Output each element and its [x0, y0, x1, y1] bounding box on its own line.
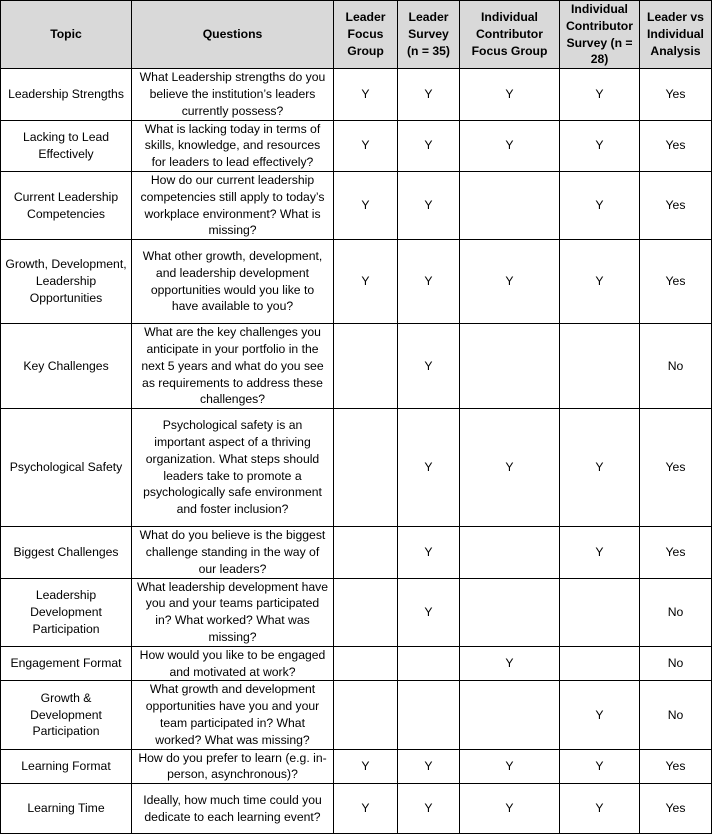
leader-focus-group-cell: Y	[334, 69, 398, 120]
analysis-cell: No	[640, 578, 712, 646]
ic-survey-cell	[560, 324, 640, 409]
ic-survey-cell: Y	[560, 409, 640, 527]
table-row	[1, 646, 712, 681]
ic-focus-group-cell	[460, 324, 560, 409]
ic-focus-group-cell	[460, 681, 560, 749]
leader-focus-group-cell	[334, 578, 398, 646]
table-row	[1, 749, 712, 784]
analysis-cell: Yes	[640, 171, 712, 239]
ic-focus-group-cell	[460, 578, 560, 646]
ic-survey-cell: Y	[560, 69, 640, 120]
ic-survey-cell: Y	[560, 120, 640, 171]
table-row	[1, 120, 712, 171]
table-row	[1, 578, 712, 646]
ic-focus-group-cell: Y	[460, 69, 560, 120]
analysis-cell: No	[640, 324, 712, 409]
leader-focus-group-cell	[334, 324, 398, 409]
question-cell: Psychological safety is an important aspect of a thriving organization. What steps should leaders take to promote a psychologically safe environment and foster inclusion?	[132, 409, 334, 527]
ic-focus-group-cell: Y	[460, 409, 560, 527]
analysis-cell: Yes	[640, 749, 712, 784]
question-cell: What other growth, development, and leadership development opportunities would you like to have available to you?	[132, 240, 334, 324]
question-cell: What do you believe is the biggest challenge standing in the way of our leaders?	[132, 527, 334, 578]
leader-survey-cell: Y	[398, 120, 460, 171]
topic-cell: Engagement Format	[1, 646, 132, 681]
header-leader-focus-group: Leader Focus Group	[334, 1, 398, 69]
question-cell: What growth and development opportunities have you and your team participated in? What worked? What was missing?	[132, 681, 334, 749]
topic-cell: Leadership Strengths	[1, 69, 132, 120]
topic-cell: Biggest Challenges	[1, 527, 132, 578]
leader-focus-group-cell: Y	[334, 784, 398, 834]
table-row	[1, 527, 712, 578]
leader-focus-group-cell: Y	[334, 120, 398, 171]
question-cell: What are the key challenges you anticipate in your portfolio in the next 5 years and what do you see as requirements to address these challenges?	[132, 324, 334, 409]
ic-survey-cell: Y	[560, 527, 640, 578]
header-ic-focus-group: Individual Contributor Focus Group	[460, 1, 560, 69]
analysis-cell: No	[640, 681, 712, 749]
leader-survey-cell: Y	[398, 784, 460, 834]
header-ic-survey: Individual Contributor Survey (n = 28)	[560, 1, 640, 69]
question-cell: What is lacking today in terms of skills, knowledge, and resources for leaders to lead effectively?	[132, 120, 334, 171]
ic-focus-group-cell	[460, 527, 560, 578]
ic-focus-group-cell: Y	[460, 646, 560, 681]
topic-cell: Leadership Development Participation	[1, 578, 132, 646]
table-row	[1, 681, 712, 749]
topic-cell: Learning Time	[1, 784, 132, 834]
analysis-cell: Yes	[640, 240, 712, 324]
question-cell: What leadership development have you and your teams participated in? What worked? What was missing?	[132, 578, 334, 646]
header-questions: Questions	[132, 1, 334, 69]
question-cell: Ideally, how much time could you dedicate to each learning event?	[132, 784, 334, 834]
leader-survey-cell: Y	[398, 749, 460, 784]
leader-survey-cell: Y	[398, 69, 460, 120]
topic-cell: Lacking to Lead Effectively	[1, 120, 132, 171]
leader-focus-group-cell	[334, 681, 398, 749]
ic-focus-group-cell: Y	[460, 240, 560, 324]
leader-focus-group-cell	[334, 527, 398, 578]
table-row	[1, 69, 712, 120]
leader-survey-cell: Y	[398, 171, 460, 239]
ic-survey-cell	[560, 578, 640, 646]
leader-survey-cell: Y	[398, 409, 460, 527]
ic-focus-group-cell: Y	[460, 120, 560, 171]
ic-focus-group-cell	[460, 171, 560, 239]
ic-focus-group-cell: Y	[460, 749, 560, 784]
topic-cell: Growth & Development Participation	[1, 681, 132, 749]
topic-cell: Psychological Safety	[1, 409, 132, 527]
leader-focus-group-cell: Y	[334, 240, 398, 324]
table-row	[1, 324, 712, 409]
topic-cell: Current Leadership Competencies	[1, 171, 132, 239]
leader-survey-cell: Y	[398, 527, 460, 578]
question-cell: How do our current leadership competencies still apply to today’s workplace environment? What is missing?	[132, 171, 334, 239]
analysis-cell: Yes	[640, 120, 712, 171]
header-topic: Topic	[1, 1, 132, 69]
header-analysis: Leader vs Individual Analysis	[640, 1, 712, 69]
topic-cell: Growth, Development, Leadership Opportunities	[1, 240, 132, 324]
table-row	[1, 409, 712, 527]
topic-cell: Learning Format	[1, 749, 132, 784]
analysis-cell: Yes	[640, 409, 712, 527]
ic-survey-cell: Y	[560, 681, 640, 749]
ic-survey-cell: Y	[560, 784, 640, 834]
question-cell: How would you like to be engaged and motivated at work?	[132, 646, 334, 681]
ic-focus-group-cell: Y	[460, 784, 560, 834]
leader-focus-group-cell: Y	[334, 171, 398, 239]
ic-survey-cell: Y	[560, 171, 640, 239]
table-row	[1, 240, 712, 324]
analysis-cell: Yes	[640, 527, 712, 578]
leader-focus-group-cell	[334, 646, 398, 681]
leader-survey-cell: Y	[398, 240, 460, 324]
table-row	[1, 171, 712, 239]
question-cell: What Leadership strengths do you believe the institution’s leaders currently possess?	[132, 69, 334, 120]
leader-survey-cell: Y	[398, 324, 460, 409]
leader-survey-cell	[398, 646, 460, 681]
analysis-cell: No	[640, 646, 712, 681]
leader-survey-cell: Y	[398, 578, 460, 646]
analysis-cell: Yes	[640, 69, 712, 120]
analysis-cell: Yes	[640, 784, 712, 834]
ic-survey-cell: Y	[560, 749, 640, 784]
header-leader-survey: Leader Survey (n = 35)	[398, 1, 460, 69]
leader-survey-cell	[398, 681, 460, 749]
ic-survey-cell: Y	[560, 240, 640, 324]
leader-focus-group-cell: Y	[334, 749, 398, 784]
table-row	[1, 784, 712, 834]
leader-focus-group-cell	[334, 409, 398, 527]
question-cell: How do you prefer to learn (e.g. in-person, asynchronous)?	[132, 749, 334, 784]
topic-cell: Key Challenges	[1, 324, 132, 409]
ic-survey-cell	[560, 646, 640, 681]
header-row	[1, 1, 712, 69]
